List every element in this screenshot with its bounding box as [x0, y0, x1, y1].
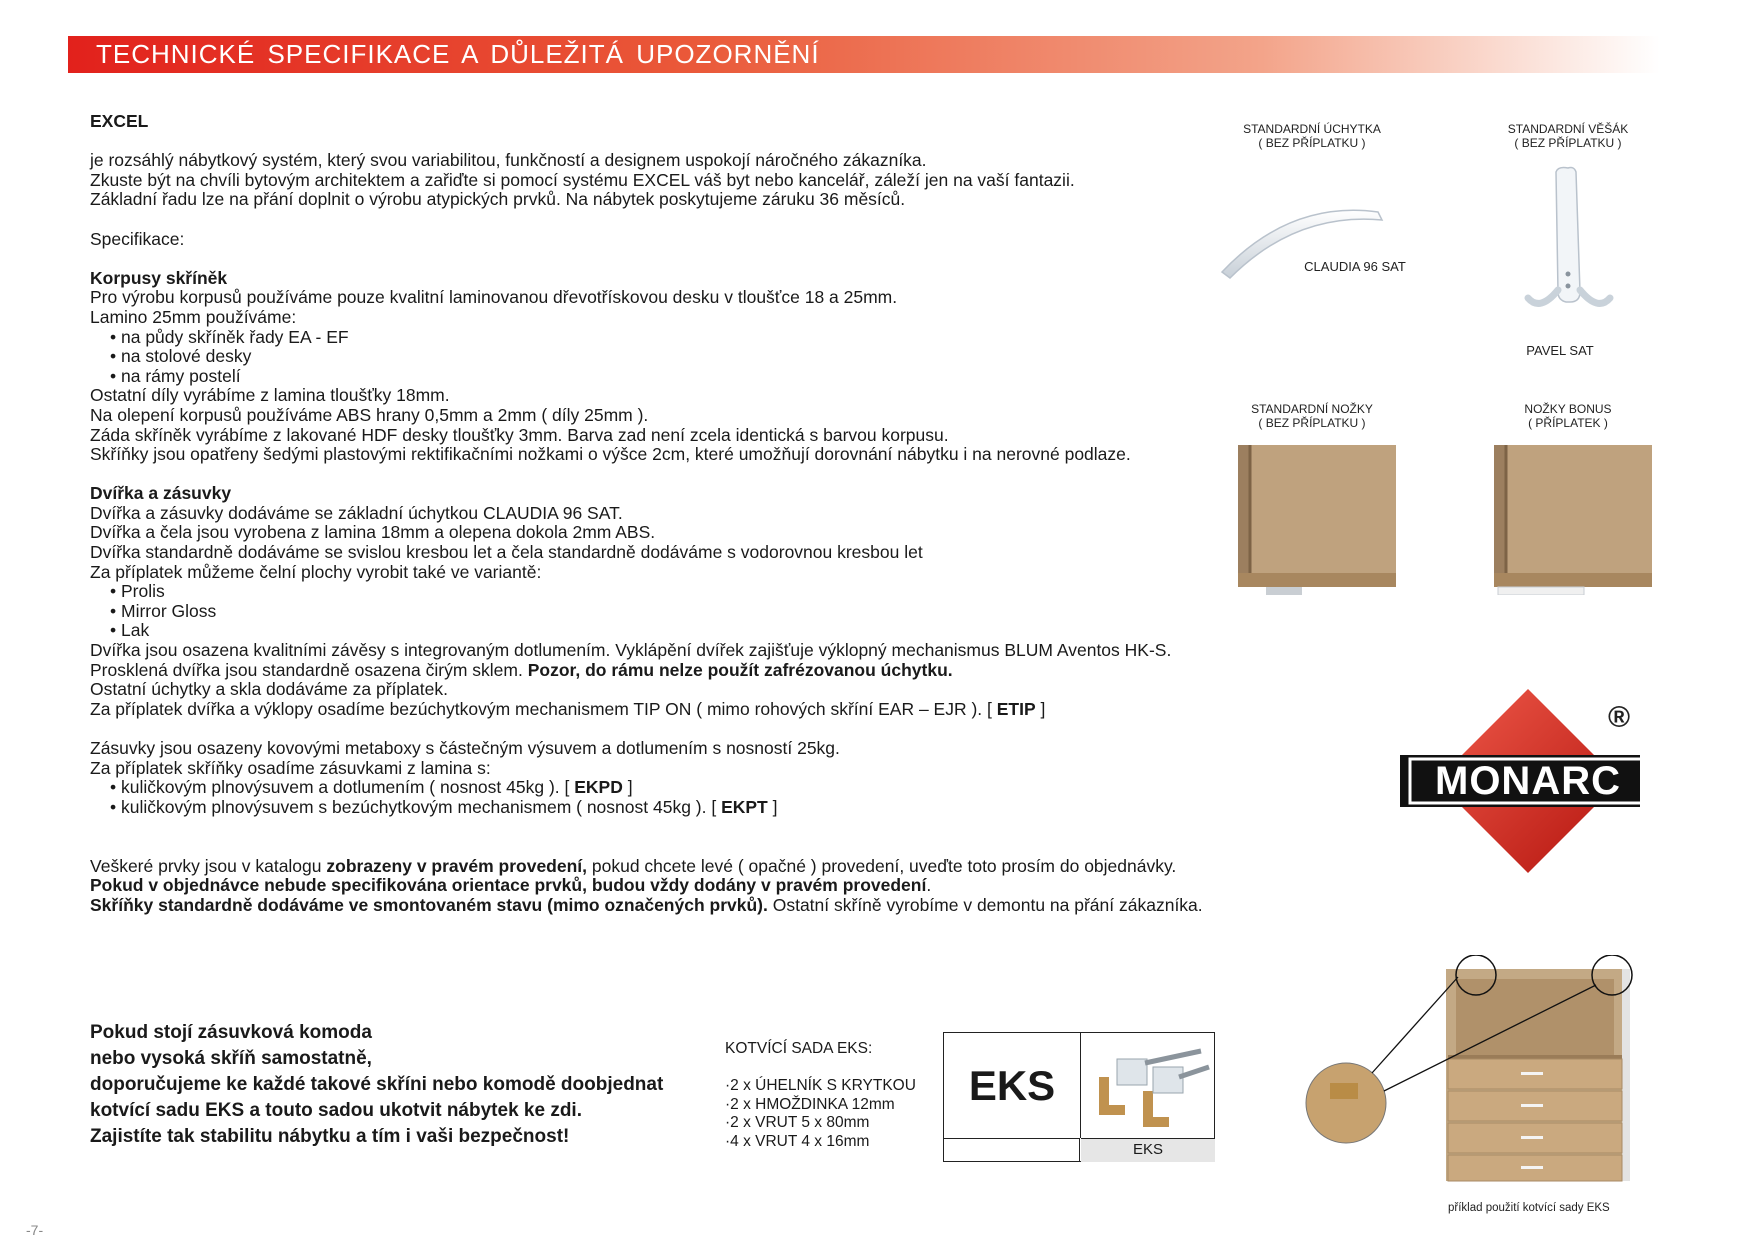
page-number: -7-: [26, 1222, 44, 1238]
korpusy-bullet: • na stolové desky: [110, 346, 252, 367]
dvirka-line: Dvířka standardně dodáváme se svislou kresbou let a čela standardně dodáváme s vodorovnou kresbou let: [90, 542, 923, 563]
korpusy-heading: Korpusy skříněk: [90, 267, 228, 288]
eks-example-image: [1296, 955, 1656, 1185]
intro-line: Základní řadu lze na přání doplnit o výrobu atypických prvků. Na nábytek poskytujeme záruku 36 měsíců.: [90, 189, 906, 210]
korpusy-line: Na olepení korpusů používáme ABS hrany 0,5mm a 2mm ( díly 25mm ).: [90, 404, 649, 425]
korpusy-line: Skříňky jsou opatřeny šedými plastovými rektifikačními nožkami o výšce 2cm, které umožňují dorovnání nábytku i na nerovné podlaze.: [90, 444, 1131, 465]
feet-image: [1238, 445, 1398, 595]
dvirka-bullet: • Prolis: [110, 581, 165, 602]
hook-caption: STANDARDNÍ VĚŠÁK ( BEZ PŘÍPLATKU ): [1507, 122, 1629, 150]
korpusy-line: Lamino 25mm používáme:: [90, 306, 297, 327]
kit-item: ·2 x ÚHELNÍK S KRYTKOU: [725, 1077, 916, 1095]
dvirka-line: Ostatní úchytky a skla dodáváme za příplatek.: [90, 679, 448, 700]
dvirka-line: Dvířka jsou osazena kvalitními závěsy s integrovaným dotlumením. Vyklápění dvířek zajišťuje výklopný mechanismus BLUM Aventos HK-S.: [90, 640, 1172, 661]
dvirka-line: Za příplatek můžeme čelní plochy vyrobit také ve variantě:: [90, 561, 542, 582]
handle-image: [1210, 190, 1410, 290]
note-line: Veškeré prvky jsou v katalogu zobrazeny v pravém provedení, pokud chcete levé ( opačné ) provedení, uveďte toto prosím do objednávky.: [90, 855, 1177, 876]
eks-product-table: [943, 1032, 1215, 1162]
dvirka-bullet: • Lak: [110, 620, 150, 641]
dvirka-line: Prosklená dvířka jsou standardně osazena čirým sklem. Pozor, do rámu nelze použít zafrézovanou úchytku.: [90, 659, 953, 680]
korpusy-line: Záda skříněk vyrábíme z lakované HDF desky tloušťky 3mm. Barva zad není zcela identická s barvou korpusu.: [90, 424, 949, 445]
monarc-logo: [1400, 685, 1640, 875]
header-banner: [68, 36, 1660, 73]
logo-text: MONARC: [1435, 758, 1621, 803]
zasuvky-bullet: • kuličkovým plnovýsuvem s bezúchytkovým mechanismem ( nosnost 45kg ). [ EKPT ]: [110, 796, 778, 817]
zasuvky-bullet: • kuličkovým plnovýsuvem a dotlumením ( nosnost 45kg ). [ EKPD ]: [110, 777, 633, 798]
korpusy-bullet: • na rámy postelí: [110, 365, 241, 386]
handle-caption: STANDARDNÍ ÚCHYTKA ( BEZ PŘÍPLATKU ): [1243, 122, 1381, 150]
page-title: TECHNICKÉ SPECIFIKACE A DŮLEŽITÁ UPOZORNĚNÍ: [96, 39, 820, 69]
zasuvky-line: Zásuvky jsou osazeny kovovými metaboxy s částečným výsuvem a dotlumením s nosností 25kg.: [90, 738, 840, 758]
korpusy-line: Ostatní díly vyrábíme z lamina tloušťky 18mm.: [90, 385, 450, 406]
main-text: [90, 112, 1250, 915]
feet-bonus-image: [1494, 445, 1654, 595]
registered-mark: ®: [1608, 701, 1631, 734]
kit-item: ·2 x VRUT 5 x 80mm: [725, 1114, 870, 1132]
dvirka-line: Za příplatek dvířka a výklopy osadíme bezúchytkovým mechanismem TIP ON ( mimo rohových skříní EAR – EJR ). [ ETIP ]: [90, 698, 1046, 719]
intro-heading: EXCEL: [90, 111, 149, 131]
eks-example-caption: příklad použití kotvící sady EKS: [1448, 1202, 1610, 1214]
dvirka-line: Dvířka a zásuvky dodáváme se základní úchytkou CLAUDIA 96 SAT.: [90, 502, 623, 523]
kit-item: ·4 x VRUT 4 x 16mm: [725, 1132, 870, 1150]
eks-kit-list: [725, 1040, 916, 1152]
intro-line: je rozsáhlý nábytkový systém, který svou variabilitou, funkčností a designem uspokojí náročného zákazníka.: [90, 150, 927, 171]
hook-image: [1510, 162, 1630, 332]
handle-name: CLAUDIA 96 SAT: [1304, 259, 1406, 274]
eks-product-image: [1081, 1033, 1215, 1138]
note-line: Pokud v objednávce nebude specifikována orientace prvků, budou vždy dodány v pravém provedení.: [90, 875, 932, 896]
bracket-icon: [1081, 1033, 1215, 1138]
eks-warning: Pokud stojí zásuvková komoda nebo vysoká skříň samostatně, doporučujeme ke každé takové skříni nebo komodě doobjednat kotvící sadu EKS a touto sadou ukotvit nábytek ke zdi. Zajistíte tak stabilitu nábytku a tím i vaši bezpečnost!: [90, 1022, 664, 1147]
korpusy-bullet: • na půdy skříněk řady EA - EF: [110, 326, 349, 347]
hook-name: PAVEL SAT: [1526, 343, 1594, 358]
dvirka-line: Dvířka a čela jsou vyrobena z lamina 18mm a olepena dokola 2mm ABS.: [90, 522, 656, 543]
feet-caption: STANDARDNÍ NOŽKY ( BEZ PŘÍPLATKU ): [1251, 402, 1373, 430]
spec-label: Specifikace:: [90, 228, 185, 249]
dvirka-heading: Dvířka a zásuvky: [90, 483, 232, 504]
eks-table-empty-cell: [944, 1138, 1080, 1162]
zasuvky-line: Za příplatek skříňky osadíme zásuvkami z lamina s:: [90, 757, 491, 778]
eks-code-big: EKS: [944, 1033, 1081, 1138]
korpusy-line: Pro výrobu korpusů používáme pouze kvalitní laminovanou dřevotřískovou desku v tloušťce 18 a 25mm.: [90, 287, 898, 308]
feet-bonus-caption: NOŽKY BONUS ( PŘÍPLATEK ): [1524, 402, 1612, 430]
kit-item: ·2 x HMOŽDINKA 12mm: [725, 1095, 895, 1113]
kit-title: KOTVÍCÍ SADA EKS:: [725, 1040, 873, 1057]
eks-code-small: EKS: [1081, 1138, 1215, 1162]
dvirka-bullet: • Mirror Gloss: [110, 600, 217, 621]
note-line: Skříňky standardně dodáváme ve smontovaném stavu (mimo označených prvků). Ostatní skříně vyrobíme v demontu na přání zákazníka.: [90, 894, 1203, 915]
intro-line: Zkuste být na chvíli bytovým architektem a zařiďte si pomocí systému EXCEL váš byt nebo kancelář, záleží jen na vaší fantazii.: [90, 169, 1075, 190]
